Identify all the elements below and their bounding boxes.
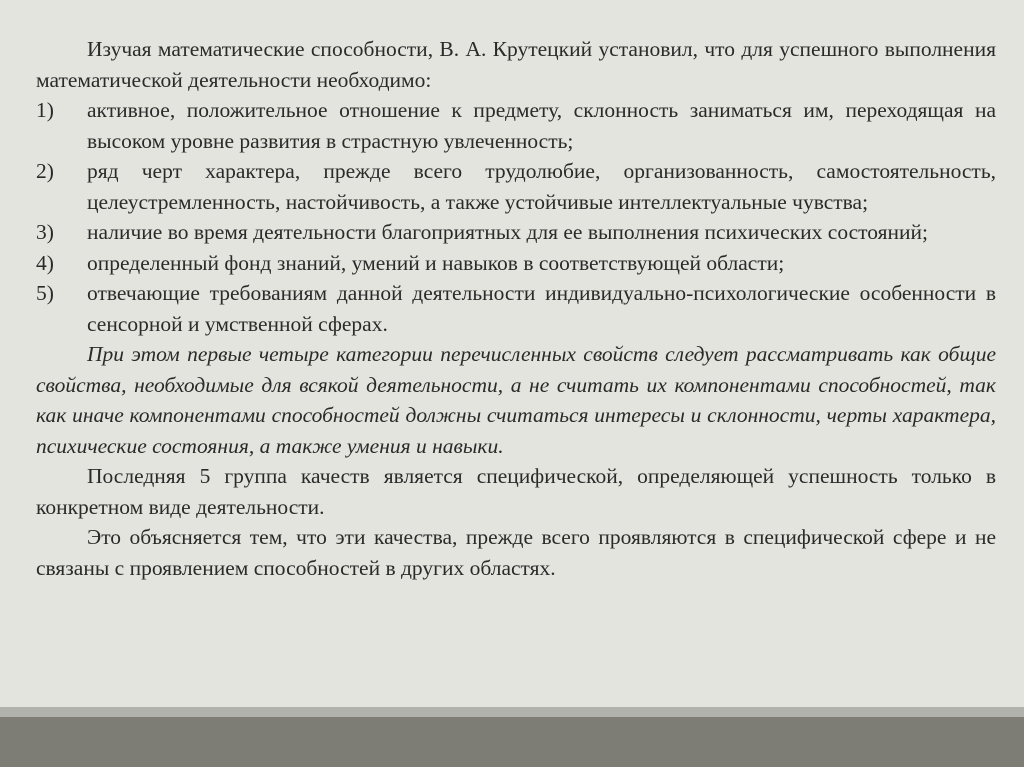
list-item-number: 3)	[36, 220, 54, 244]
last-group-paragraph: Последняя 5 группа качеств является специфической, определяющей успешность только в конкретном виде деятельности.	[36, 464, 996, 519]
list-item	[36, 248, 996, 279]
list-item-text: активное, положительное отношение к предмету, склонность заниматься им, переходящая на высоком уровне развития в страстную увлеченность;	[87, 98, 996, 153]
list-item-text: определенный фонд знаний, умений и навыков в соответствующей области;	[87, 250, 785, 275]
footer-band-dark	[0, 717, 1024, 767]
slide-body	[36, 34, 996, 583]
explanation-paragraph: Это объясняется тем, что эти качества, прежде всего проявляются в специфической сфере и не связаны с проявлением способностей в других областях.	[36, 525, 996, 580]
list-item	[36, 278, 996, 339]
list-item-number: 4)	[36, 250, 54, 275]
list-item	[36, 217, 996, 248]
list-item-text: отвечающие требованиям данной деятельности индивидуально-психологические особенности в сенсорной и умственной сферах.	[87, 281, 996, 336]
list-item-text: ряд черт характера, прежде всего трудолюбие, организованность, самостоятельность, целеустремленность, настойчивость, а также устойчивые интеллектуальные чувства;	[87, 159, 996, 214]
footer-band-light	[0, 707, 1024, 717]
list-item	[36, 156, 996, 217]
list-item-number: 2)	[36, 159, 54, 183]
list-item-number: 1)	[36, 98, 54, 122]
list-item	[36, 95, 996, 156]
list-item-number: 5)	[36, 281, 54, 305]
italic-note-paragraph: При этом первые четыре категории перечисленных свойств следует рассматривать как общие свойства, необходимые для всякой деятельности, а не считать их компонентами способностей, так как иначе компонентами способностей должны считаться интересы и склонности, черты характера, психические состояния, а также умения и навыки.	[36, 342, 996, 458]
list-item-text: наличие во время деятельности благоприятных для ее выполнения психических состояний;	[87, 220, 928, 244]
intro-paragraph: Изучая математические способности, В. А. Крутецкий установил, что для успешного выполнения математической деятельности необходимо:	[36, 37, 996, 92]
